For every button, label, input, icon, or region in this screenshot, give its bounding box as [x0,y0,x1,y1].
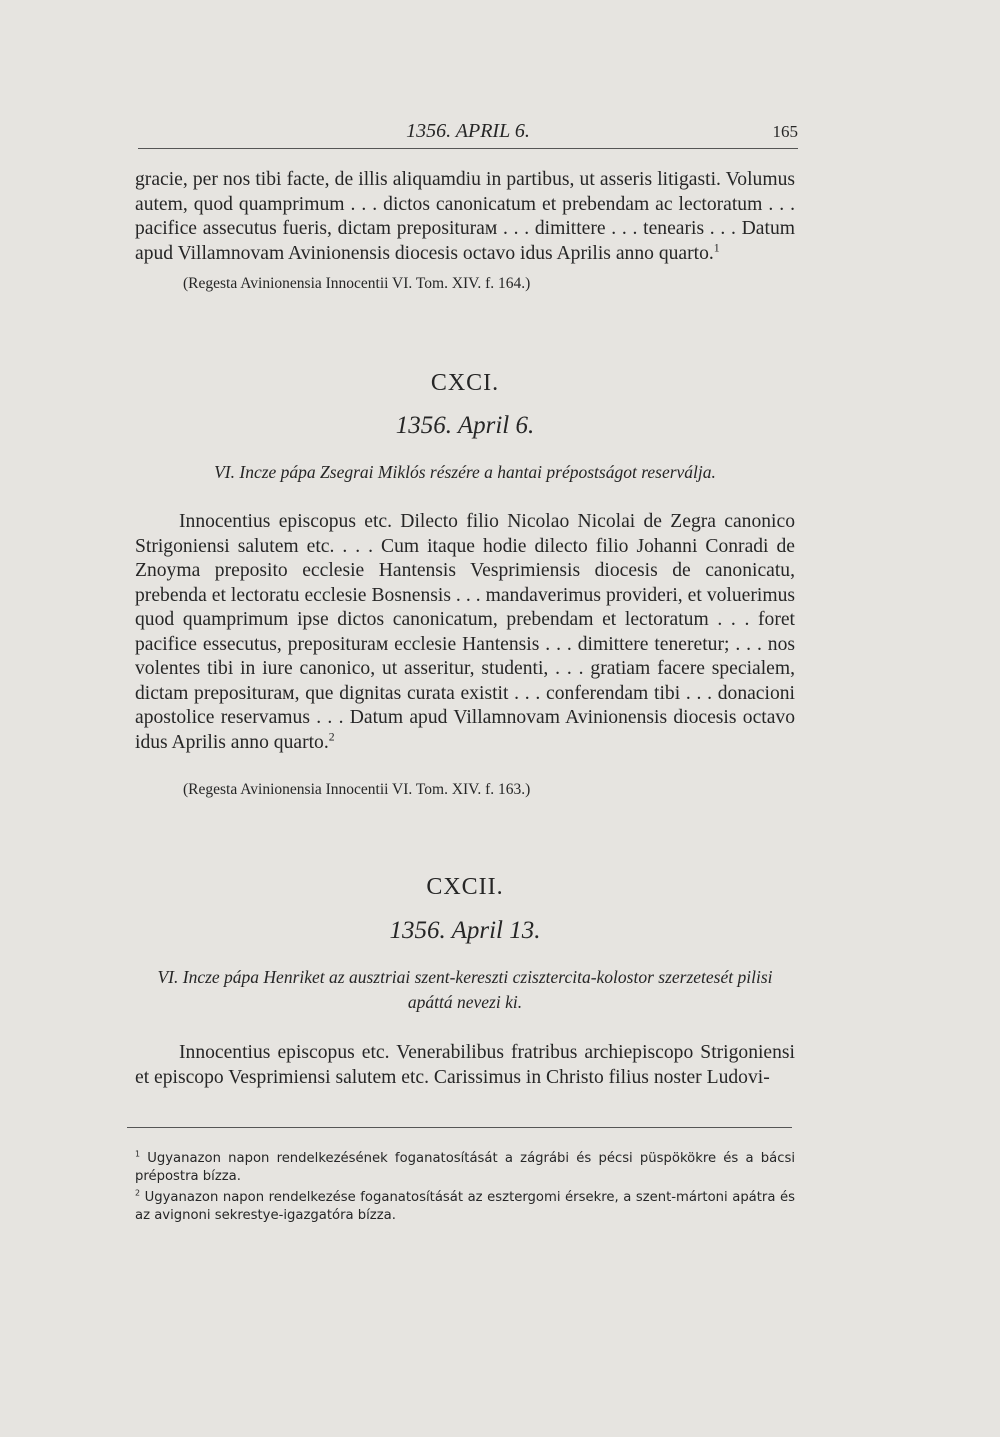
document-date: 1356. April 6. [395,412,535,439]
source-citation: (Regesta Avinionensia Innocentii VI. Tom. XIV. f. 164.) [183,275,531,292]
source-citation: (Regesta Avinionensia Innocentii VI. Tom. XIV. f. 163.) [183,781,531,798]
footnote-mark: 1 [135,1149,141,1159]
continuation-paragraph: gracie, per nos tibi facte, de illis aliquamdiu in partibus, ut asseris litigasti. Volumus autem, quod quamprimum . . . dictos canonicatum et prebendam ac lectoratum . . . pacifice assecutus fueris, dictam prepositurам . . . dimittere . . . tenearis . . . Datum apud Villamnovam Avinionensis diocesis octavo idus Aprilis anno quarto. [135,169,795,264]
footnote-text: Ugyanazon napon rendelkezésének foganatosítását a zágrábi és pécsi püspökökre és a bácsi prépostra bízza. [135,1151,795,1184]
document-number: CXCI. [430,370,500,396]
running-head: 1356. APRIL 6. [406,120,530,142]
footnote-ref-2: 2 [328,729,335,743]
footnote [135,1189,795,1224]
footnote [135,1150,795,1185]
document-date: 1356. April 13. [389,917,541,944]
footnote-ref-1: 1 [713,240,720,254]
footnote-mark: 2 [135,1188,141,1198]
document-body-text: Innocentius episcopus etc. Dilecto filio Nicolao Nicolai de Zegra canonico Strigoniensi salutem etc. . . . Cum itaque hodie dilecto filio Johanni Conradi de Znoyma preposito ecclesie Hantensis Vesprimiensis diocesis de canonicatu, prebenda et lectoratu ecclesie Bosnensis . . . mandaverimus provideri, et voluerimus quod quamprimum ipse dictos canonicatum, prebendam et lectoratum . . . foret pacifice essecutus, prepositurам ecclesie Hantensis . . . dimittere teneretur; . . . nos volentes tibi in iure canonico, ut asseritur, studenti, . . . gratiam facere specialem, dictam prepositurам, que dignitas curata existit . . . conferendam tibi . . . donacioni apostolice reservamus . . . Datum apud Villamnovam Avinionensis diocesis octavo idus Aprilis anno quarto. [135,511,795,753]
footnotes [135,1150,795,1224]
document-summary: VI. Incze pápa Henriket az ausztriai szent-kereszti czisztercita-kolostor szerzetesét pilisi apáttá nevezi ki. [157,967,773,1012]
document-number: CXCII. [426,874,504,900]
document-summary: VI. Incze pápa Zsegrai Miklós részére a hantai prépostságot reserválja. [214,462,716,482]
page-header [138,120,798,149]
document-body [135,510,795,755]
document-body [135,1041,795,1090]
footnote-divider [127,1127,792,1128]
footnote-text: Ugyanazon napon rendelkezése foganatosítását az esztergomi érsekre, a szent-mártoni apátra és az avignoni sekrestye-igazgatóra bízza. [135,1190,795,1223]
document-body-text: Innocentius episcopus etc. Venerabilibus fratribus archiepiscopo Strigoniensi et episcopo Vesprimiensi salutem etc. Carissimus in Christo filius noster Ludovi- [135,1042,795,1088]
continuation-text [135,168,795,266]
page-number: 165 [772,122,798,141]
